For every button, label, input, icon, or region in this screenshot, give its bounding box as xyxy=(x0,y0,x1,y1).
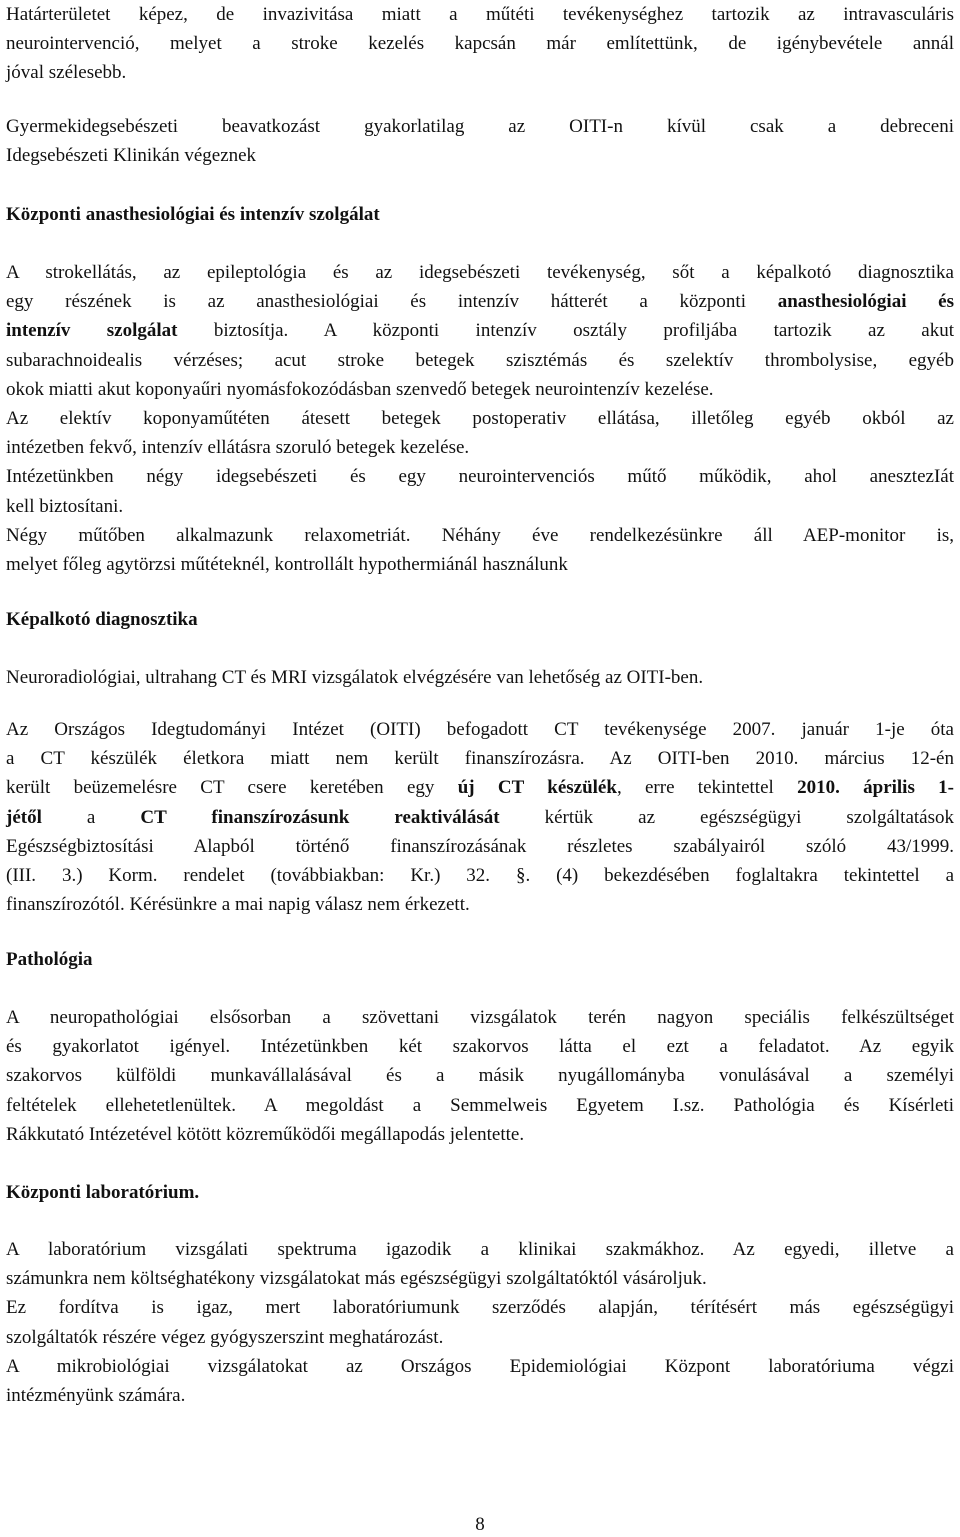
heading-pathology: Pathológia xyxy=(6,949,93,970)
paragraph-laboratory: A laboratórium vizsgálati spektruma igazodik a klinikai szakmákhoz. Az egyedi, illetve a számunkra nem költséghatékony vizsgálatokat más egészségügyi szolgáltatóktól vásároljuk. Ez fordítva is igaz, mert laboratóriumunk szerződés alapján, térítésért más egészségügyi szolgáltatók részére végez gyógyszerszint meghatározást. A mikrobiológiai vizsgálatokat az Országos Epidemiológiai Központ laboratóriuma végzi intézményünk számára. xyxy=(6,1239,954,1407)
paragraph-pathology: A neuropathológiai elsősorban a szövettani vizsgálatok terén nagyon speciális felkészültséget és gyakorlatot igényel. Intézetünkben két szakorvos látta el ezt a feladatot. Az egyik szakorvos külföldi munkavállalásával és a másik nyugállományba vonulásával a személyi feltételek ellehetetlenültek. A megoldást a Semmelweis Egyetem I.sz. Pathológia és Kísérleti Rákkutató Intézetével kötött közreműködői megállapodás jelentette. xyxy=(6,1007,954,1145)
page-number: 8 xyxy=(475,1514,485,1535)
heading-laboratory: Központi laboratórium. xyxy=(6,1182,200,1203)
paragraph-pediatric-neurosurgery: Gyermekidegsebészeti beavatkozást gyakorlatilag az OITI-n kívül csak a debreceni Idegsebészeti Klinikán végeznek xyxy=(6,116,954,167)
paragraph-intravascular: Határterületet képez, de invazivitása miatt a műtéti tevékenységhez tartozik az intravasculáris neurointervenció, melyet a stroke kezelés kapcsán már említettünk, de igénybevétele annál jóval szélesebb. xyxy=(6,4,954,84)
paragraph-imaging-2: Az Országos Idegtudományi Intézet (OITI) befogadott CT tevékenysége 2007. január 1-je óta a CT készülék életkora miatt nem került finanszírozásra. Az OITI-ben 2010. március 12-én került beüzemelésre CT csere keretében egy új CT készülék, erre tekintettel 2010. április 1- jétől a CT finanszírozásunk reaktiválását kértük az egészségügyi szolgáltatások Egészségbiztosítási Alapból történő finanszírozásának részletes szabályairól szóló 43/1999. (III. 3.) Korm. rendelet (továbbiakban: Kr.) 32. §. (4) bekezdésében foglaltakra tekintettel a finanszírozótól. Kérésünkre a mai napig válasz nem érkezett. xyxy=(6,719,954,916)
heading-imaging: Képalkotó diagnosztika xyxy=(6,609,198,630)
paragraph-imaging-1: Neuroradiológiai, ultrahang CT és MRI vizsgálatok elvégzésére van lehetőség az OITI-ben. xyxy=(6,667,704,688)
heading-anesthesiology: Központi anasthesiológiai és intenzív szolgálat xyxy=(6,204,380,225)
paragraph-anesthesiology: A strokellátás, az epileptológia és az idegsebészeti tevékenység, sőt a képalkotó diagnosztika egy részének is az anasthesiológiai és intenzív hátterét a központi anasthesiológiai és intenzív szolgálat biztosítja. A központi intenzív osztály profiljába tartozik az akut subarachnoidealis vérzéses; acut stroke betegek szisztémás és szelektív thrombolysise, egyéb okok miatti akut koponyaűri nyomásfokozódásban szenvedő betegek neurointenzív kezelése. Az elektív koponyaműtéten átesett betegek postoperativ ellátása, illetőleg egyéb okból az intézetben fekvő, intenzív ellátásra szoruló betegek kezelése. Intézetünkben négy idegsebészeti és egy neurointervenciós műtő működik, ahol anesztezIát kell biztosítani. Négy műtőben alkalmazunk relaxometriát. Néhány éve rendelkezésünkre áll AEP-monitor is, melyet főleg agytörzsi műtéteknél, kontrollált hypothermiánál használunk xyxy=(6,262,955,576)
